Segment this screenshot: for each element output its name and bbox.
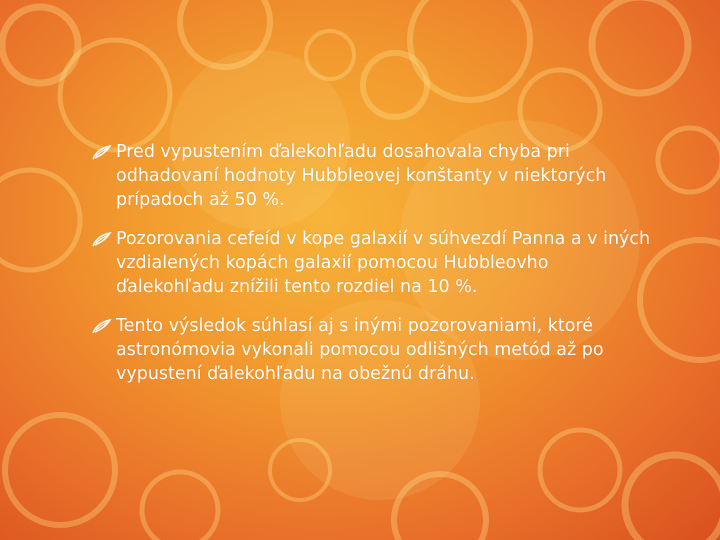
leaf-bullet-icon xyxy=(92,230,112,248)
bullet-item xyxy=(92,314,652,386)
bullet-text: Pozorovania cefeíd v kope galaxií v súhvezdí Panna a v iných vzdialených kopách galaxií pomocou Hubbleovho ďalekohľadu znížili tento rozdiel na 10 %. xyxy=(116,229,651,297)
bullet-item xyxy=(92,140,652,212)
bullet-list xyxy=(92,140,652,401)
leaf-bullet-icon xyxy=(92,317,112,335)
leaf-bullet-icon xyxy=(92,143,112,161)
bullet-text: Pred vypustením ďalekohľadu dosahovala chyba pri odhadovaní hodnoty Hubbleovej konštanty v niektorých prípadoch až 50 %. xyxy=(116,142,607,210)
bullet-text: Tento výsledok súhlasí aj s inými pozorovaniami, ktoré astronómovia vykonali pomocou odlišných metód až po vypustení ďalekohľadu na obežnú dráhu. xyxy=(116,316,604,384)
bullet-item xyxy=(92,227,652,299)
